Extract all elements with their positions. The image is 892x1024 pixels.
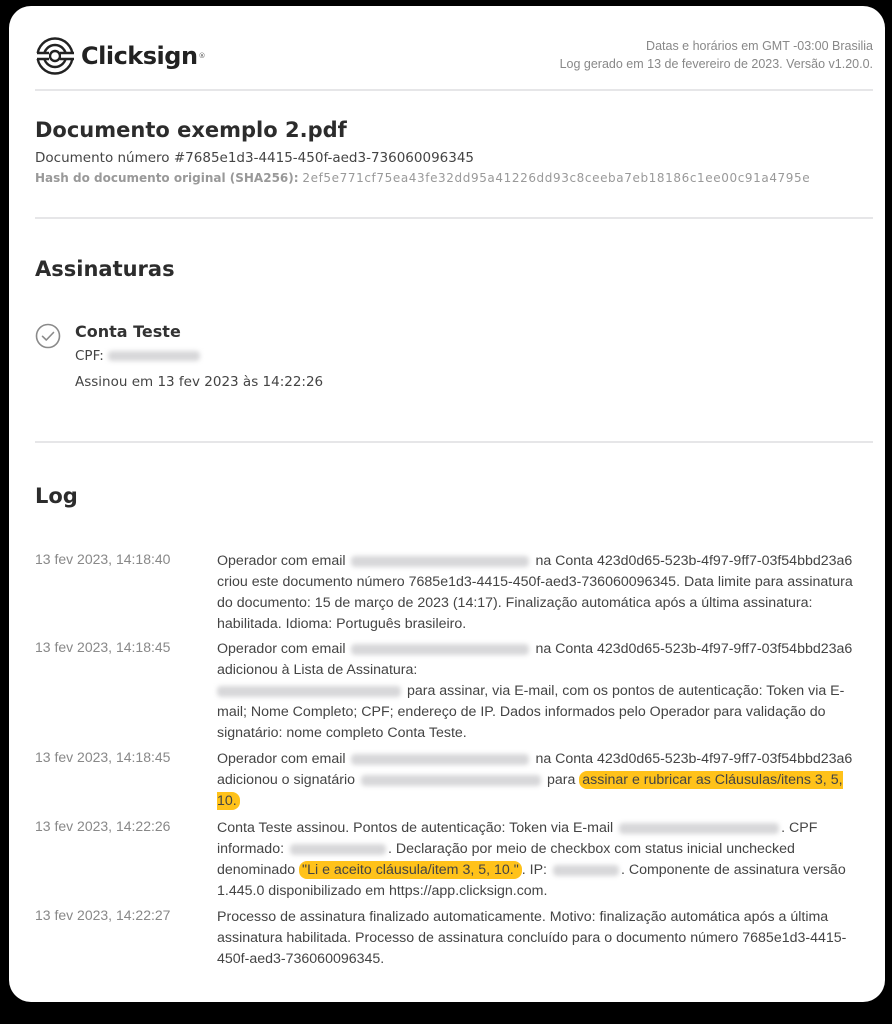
log-text-part: . IP: — [521, 862, 547, 878]
brand-name: Clicksign — [81, 42, 198, 70]
email-redacted — [351, 556, 529, 567]
log-text-part: na Conta 423d0d65-523b-4f97-9ff7-03f54bbd23a6 criou este documento número 7685e1d3-4415-450f-aed3-736060096345. Data limite para assinatura do documento: 15 de março de 2023 (14:17). Finalização automática após a última assinatura: habilitada. Idioma: Português brasileiro. — [217, 553, 853, 632]
log-timestamp: 13 fev 2023, 14:18:40 — [35, 551, 171, 567]
audit-log-page — [9, 6, 885, 1002]
log-text-part: Operador com email — [217, 641, 346, 657]
email-redacted — [217, 686, 401, 697]
log-text-part: Operador com email — [217, 751, 346, 767]
cpf-redacted — [290, 844, 386, 855]
email-redacted — [351, 644, 529, 655]
signer-cpf — [75, 348, 200, 364]
email-redacted — [351, 754, 529, 765]
log-message — [217, 639, 869, 744]
cpf-label: CPF: — [75, 348, 104, 364]
clicksign-logo — [35, 36, 206, 76]
divider — [35, 217, 873, 219]
signer-item — [35, 320, 535, 400]
document-number: Documento número #7685e1d3-4415-450f-aed3-736060096345 — [35, 150, 475, 166]
signed-at: Assinou em 13 fev 2023 às 14:22:26 — [75, 374, 324, 390]
signatures-heading: Assinaturas — [35, 257, 175, 281]
log-meta — [560, 37, 873, 73]
log-text-part: . Componente de assinatura versão 1.445.0 disponibilizado em https://app.clicksign.com. — [217, 862, 846, 899]
generated-note: Log gerado em 13 de fevereiro de 2023. Versão v1.20.0. — [559, 57, 873, 71]
log-message — [217, 551, 869, 635]
hash-label: Hash do documento original (SHA256): — [35, 171, 299, 185]
log-timestamp: 13 fev 2023, 14:22:27 — [35, 907, 171, 923]
log-text-part: Conta Teste assinou. Pontos de autenticação: Token via E-mail — [217, 820, 614, 836]
log-text-part: para assinar, via E-mail, com os pontos de autenticação: Token via E-mail; Nome Completo; CPF; endereço de IP. Dados informados pelo Operador para validação do signatário: nome completo Conta Teste. — [217, 683, 845, 741]
log-text-part: para — [546, 772, 576, 788]
log-text-part: na Conta 423d0d65-523b-4f97-9ff7-03f54bbd23a6 adicionou o signatário — [217, 751, 853, 788]
divider — [35, 89, 873, 91]
timezone-note: Datas e horários em GMT -03:00 Brasilia — [646, 39, 873, 53]
document-title: Documento exemplo 2.pdf — [35, 118, 347, 142]
hash-value: 2ef5e771cf75ea43fe32dd95a41226dd93c8ceeba7eb18186c1ee00c91a4795e — [302, 171, 811, 185]
cpf-redacted — [108, 351, 200, 361]
clicksign-logo-icon — [35, 36, 75, 76]
log-text-part: . CPF informado: — [217, 820, 818, 857]
highlighted-clause: assinar e rubricar as Cláusulas/itens 3, 5, 10. — [217, 772, 843, 809]
signer-name: Conta Teste — [75, 322, 181, 341]
log-heading: Log — [35, 484, 78, 508]
check-circle-icon — [35, 323, 61, 349]
log-timestamp: 13 fev 2023, 14:18:45 — [35, 639, 171, 655]
document-hash — [35, 171, 810, 185]
log-text-part: na Conta 423d0d65-523b-4f97-9ff7-03f54bbd23a6 adicionou à Lista de Assinatura: — [217, 641, 853, 678]
log-text-part: Operador com email — [217, 553, 346, 569]
email-redacted — [361, 775, 541, 786]
page-header — [35, 6, 873, 90]
ip-redacted — [553, 865, 619, 876]
log-message — [217, 749, 869, 812]
highlighted-declaration: "Li e aceito cláusula/item 3, 5, 10." — [299, 861, 522, 879]
log-message: Processo de assinatura finalizado automaticamente. Motivo: finalização automática após a última assinatura habilitada. Processo de assinatura concluído para o documento número 7685e1d3-4415-450f-aed3-736060096345. — [217, 909, 847, 967]
divider — [35, 441, 873, 443]
email-redacted — [619, 823, 779, 834]
log-timestamp: 13 fev 2023, 14:22:26 — [35, 818, 171, 834]
log-message — [217, 818, 869, 902]
log-text-part: . Declaração por meio de checkbox com status inicial unchecked denominado — [217, 841, 795, 878]
log-timestamp: 13 fev 2023, 14:18:45 — [35, 749, 171, 765]
registered-mark: ® — [198, 52, 206, 60]
